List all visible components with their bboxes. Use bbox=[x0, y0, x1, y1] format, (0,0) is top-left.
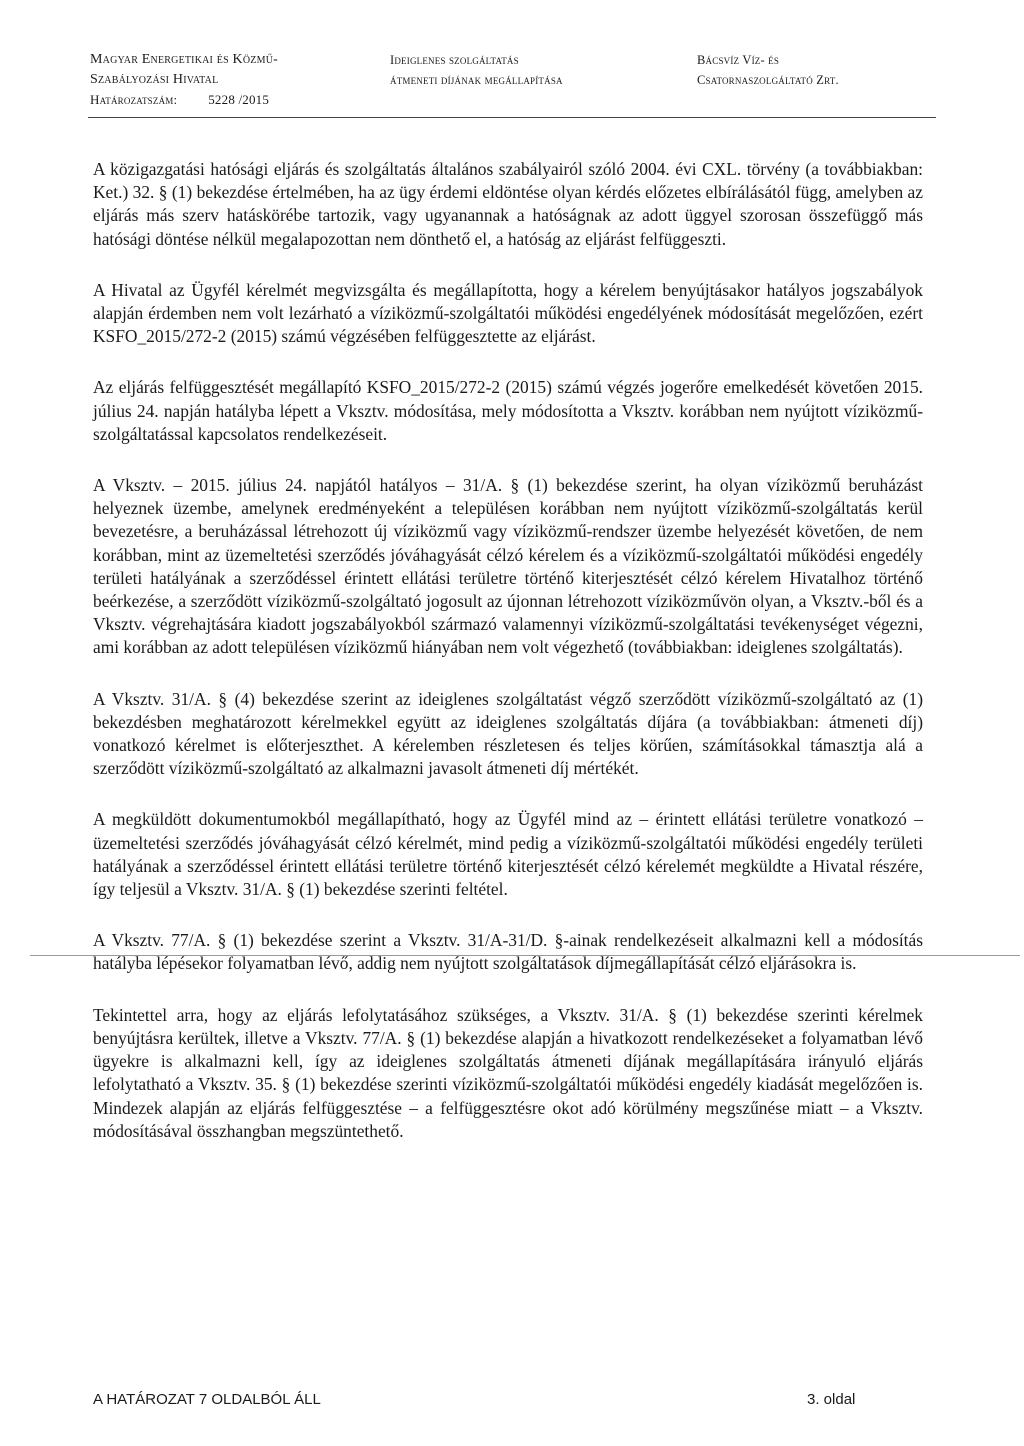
subject-block bbox=[390, 50, 563, 90]
company-line-1: Bácsvíz Víz- és bbox=[697, 53, 780, 67]
authority-name-line-2: Szabályozási Hivatal bbox=[90, 72, 219, 87]
paragraph: A Vksztv. 77/A. § (1) bekezdése szerint a Vksztv. 31/A-31/D. §-ainak rendelkezéseit alkalmazni kell a módosítás hatályba lépésekor folyamatban lévő, addig nem nyújtott szolgáltatások díjmegállapítását célzó eljárásokra is. bbox=[93, 930, 923, 974]
subject-line-1: Ideiglenes szolgáltatás bbox=[390, 53, 519, 67]
paragraph: A megküldött dokumentumokból megállapítható, hogy az Ügyfél mind az – érintett ellátási területre vonatkozó – üzemeltetési szerződés jóváhagyását célzó kérelmét, mind pedig a víziközmű-szolgáltatói működési engedély területi hatályának a szerződéssel érintett ellátási területre történő kiterjesztését célzó kérelemét megküldte a Hivatal részére, így teljesül a Vksztv. 31/A. § (1) bekezdése szerinti feltétel. bbox=[93, 809, 923, 900]
authority-block bbox=[90, 50, 278, 110]
subject-line-2: átmeneti díjának megállapítása bbox=[390, 73, 563, 87]
paragraph: A Vksztv. 31/A. § (4) bekezdése szerint az ideiglenes szolgáltatást végző szerződött víziközmű-szolgáltató az (1) bekezdésben meghatározott kérelmekkel együtt az ideiglenes szolgáltatás díjára (a továbbiakban: átmeneti díj) vonatkozó kérelmet is előterjeszthet. A kérelemben részletesen és teljes körűen, számításokkal támasztja alá a szerződött víziközmű-szolgáltató az alkalmazni javasolt átmeneti díj mértékét. bbox=[93, 688, 923, 779]
footer-page-count-note: A HATÁROZAT 7 OLDALBÓL ÁLL bbox=[93, 1391, 321, 1408]
decision-number-label: Határozatszám: bbox=[90, 92, 178, 107]
paragraph: Az eljárás felfüggesztését megállapító KSFO_2015/272-2 (2015) számú végzés jogerőre emelkedését követően 2015. július 24. napján hatályba lépett a Vksztv. módosítása, mely módosította a Vksztv. korábban nem nyújtott víziközmű-szolgáltatással kapcsolatos rendelkezéseit. bbox=[93, 377, 923, 444]
paragraph: A közigazgatási hatósági eljárás és szolgáltatás általános szabályairól szóló 2004. évi CXL. törvény (a továbbiakban: Ket.) 32. § (1) bekezdése értelmében, ha az ügy érdemi eldöntése olyan kérdés előzetes elbírálásától függ, amelyben az eljárás más szerv hatáskörébe tartozik, vagy ugyanannak a hatóságnak az adott üggyel szorosan összefüggő más hatósági döntése nélkül megalapozottan nem dönthető el, a hatóság az eljárást felfüggeszti. bbox=[93, 159, 923, 249]
document-body bbox=[93, 158, 923, 1171]
decision-number: 5228 /2015 bbox=[208, 92, 270, 107]
footer-page-number: 3. oldal bbox=[807, 1391, 856, 1408]
company-block bbox=[697, 50, 839, 90]
decision-number-line bbox=[90, 90, 278, 110]
scan-artifact-line bbox=[30, 955, 1020, 956]
paragraph: A Vksztv. – 2015. július 24. napjától hatályos – 31/A. § (1) bekezdése szerint, ha olyan víziközmű beruházást helyeznek üzembe, amelynek eredményeként a településen korábban nem nyújtott víziközmű-szolgáltatás kerül bevezetésre, a beruházással létrehozott új víziközmű vagy víziközmű-rendszer üzembe helyezését követően, de nem korábban, mint az üzemeltetési szerződés jóváhagyását célzó kérelem és a víziközmű-szolgáltatói működési engedély területi hatályának a szerződéssel érintett ellátási területre történő kiterjesztését célzó kérelem Hivatalhoz történő beérkezése, a szerződött víziközmű-szolgáltató jogosult az újonnan létrehozott víziközművön olyan, a Vksztv.-ből és a Vksztv. végrehajtására kiadott jogszabályokból származó valamennyi víziközmű-szolgáltatási tevékenységet végezni, ami korábban az adott településen víziközmű hiányában nem volt végezhető (továbbiakban: ideiglenes szolgáltatás). bbox=[93, 475, 923, 658]
authority-name-line-1: Magyar Energetikai és Közmű- bbox=[90, 52, 278, 67]
company-line-2: Csatornaszolgáltató Zrt. bbox=[697, 73, 839, 87]
paragraph: Tekintettel arra, hogy az eljárás lefolytatásához szükséges, a Vksztv. 31/A. § (1) bekezdése szerinti kérelmek benyújtásra kerültek, illetve a Vksztv. 77/A. § (1) bekezdése alapján a hivatkozott rendelkezéseket a folyamatban lévő ügyekre is alkalmazni kell, így az ideiglenes szolgáltatás átmeneti díjának megállapítására irányuló eljárás lefolytatható a Vksztv. 35. § (1) bekezdése szerinti víziközmű-szolgáltatói működési engedély kiadását megelőzően is. Mindezek alapján az eljárás felfüggesztése – a felfüggesztésre okot adó körülmény megszűnése miatt – a Vksztv. módosításával összhangban megszüntethető. bbox=[93, 1004, 923, 1141]
header-divider bbox=[88, 117, 936, 118]
paragraph: A Hivatal az Ügyfél kérelmét megvizsgálta és megállapította, hogy a kérelem benyújtásakor hatályos jogszabályok alapján érdemben nem volt lezárható a víziközmű-szolgáltatói működési engedélyének módosítását megelőzően, ezért KSFO_2015/272-2 (2015) számú végzésében felfüggesztette az eljárást. bbox=[93, 279, 923, 347]
